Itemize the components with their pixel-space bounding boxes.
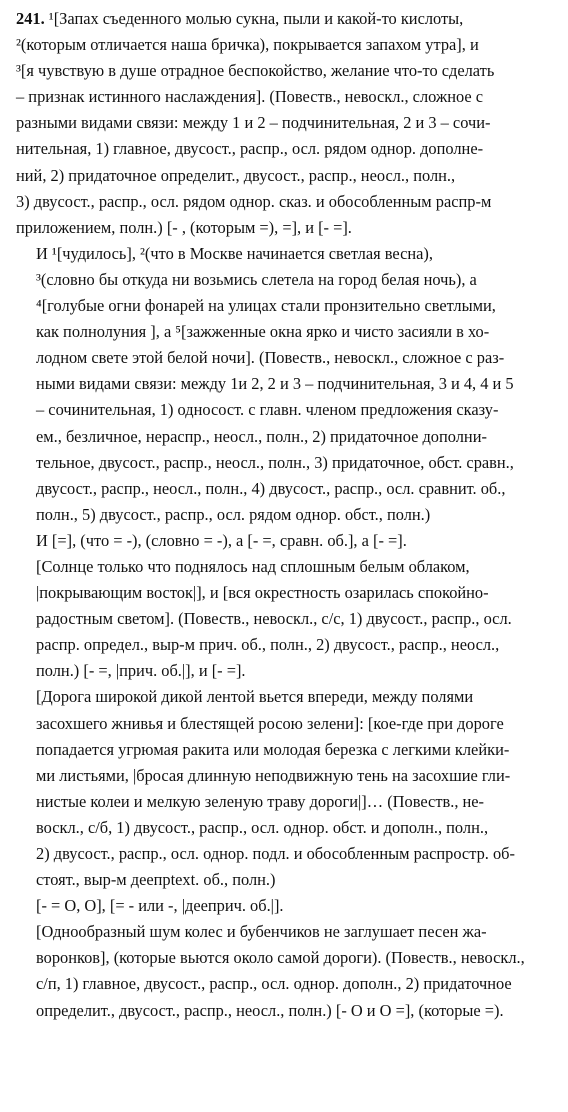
text-line: тельное, двусост., распр., неосл., полн., 3) придаточное, обст. сравн., bbox=[36, 452, 514, 472]
paragraph-5 bbox=[6, 919, 562, 1023]
text-line: И ¹[чудилось], ²(что в Москве начинается светлая весна), bbox=[36, 243, 433, 263]
text-line: полн., 5) двусост., распр., осл. рядом однор. обст., полн.) bbox=[36, 504, 431, 524]
text-line: И [=], (что = -), (словно = -), а [- =, сравн. об.], а [- =]. bbox=[36, 530, 407, 550]
text-line: полн.) [- =, |прич. об.|], и [- =]. bbox=[36, 661, 246, 681]
text-line: распр. определ., выр-м прич. об., полн., 2) двусост., распр., неосл., bbox=[36, 635, 500, 655]
text-line: ²(которым отличается наша бричка), покрывается запахом утра], и bbox=[16, 35, 479, 55]
text-line: ³(словно бы откуда ни возьмись слетела на город белая ночь), а bbox=[36, 269, 477, 289]
paragraph-3 bbox=[6, 554, 562, 684]
text-line: стоят., выр-м деепрtext. об., полн.) bbox=[36, 870, 276, 890]
text-line: нительная, 1) главное, двусост., распр., осл. рядом однор. дополне- bbox=[16, 139, 484, 159]
text-line: [Солнце только что поднялось над сплошным белым облаком, bbox=[36, 556, 470, 576]
text-line: ными видами связи: между 1и 2, 2 и 3 – подчинительная, 3 и 4, 4 и 5 bbox=[36, 374, 514, 394]
text-line: воронков], (которые вьются около самой дороги). (Повеств., невоскл., bbox=[36, 948, 525, 968]
text-line: определит., двусост., распр., неосл., полн.) [- О и О =], (которые =). bbox=[36, 1000, 504, 1020]
exercise-text bbox=[6, 6, 562, 1024]
text-line: [- = О, О], [= - или -, |дееприч. об.|]. bbox=[36, 896, 284, 916]
text-line: ³[я чувствую в душе отрадное беспокойство, желание что-то сделать bbox=[16, 61, 495, 81]
text-line: ем., безличное, нераспр., неосл., полн., 2) придаточное дополни- bbox=[36, 426, 487, 446]
text-line: радостным светом]. (Повеств., невоскл., с/с, 1) двусост., распр., осл. bbox=[36, 609, 512, 629]
text-line: ¹[Запах съеденного молью сукна, пыли и какой-то кислоты, bbox=[48, 9, 464, 28]
text-line: [Однообразный шум колес и бубенчиков не заглушает песен жа- bbox=[36, 922, 487, 942]
text-line: 2) двусост., распр., осл. однор. подл. и обособленным распростр. об- bbox=[36, 844, 515, 863]
paragraph-1 bbox=[6, 6, 562, 241]
scheme-1 bbox=[6, 528, 562, 554]
text-line: попадается угрюмая ракита или молодая березка с легкими клейки- bbox=[36, 739, 510, 759]
text-line: [Дорога широкой дикой лентой вьется впереди, между полями bbox=[36, 687, 474, 707]
exercise-number: 241. bbox=[16, 9, 45, 28]
text-line: 3) двусост., распр., осл. рядом однор. сказ. и обособленным распр-м bbox=[16, 191, 492, 211]
text-line: с/п, 1) главное, двусост., распр., осл. однор. дополн., 2) придаточное bbox=[36, 974, 512, 994]
scheme-2 bbox=[6, 893, 562, 919]
paragraph-4 bbox=[6, 684, 562, 893]
text-line: засохшего жнивья и блестящей росою зелени]: [кое-где при дороге bbox=[36, 713, 504, 733]
text-line: ний, 2) придаточное определит., двусост., распр., неосл., полн., bbox=[16, 165, 456, 185]
text-line: ми листьями, |бросая длинную неподвижную тень на засохшие гли- bbox=[36, 765, 511, 785]
paragraph-2 bbox=[6, 241, 562, 528]
text-line: нистые колеи и мелкую зеленую траву дороги|]… (Повеств., не- bbox=[36, 791, 485, 811]
text-line: – признак истинного наслаждения]. (Повеств., невоскл., сложное с bbox=[16, 87, 484, 107]
text-line: |покрывающим восток|], и [вся окрестность озарилась спокойно- bbox=[36, 583, 489, 603]
text-line: воскл., с/б, 1) двусост., распр., осл. однор. обст. и дополн., полн., bbox=[36, 817, 489, 837]
text-line: лодном свете этой белой ночи]. (Повеств., невоскл., сложное с раз- bbox=[36, 348, 505, 368]
text-line: двусост., распр., неосл., полн., 4) двусост., распр., осл. сравнит. об., bbox=[36, 478, 506, 498]
text-line: приложением, полн.) [- , (которым =), =], и [- =]. bbox=[16, 217, 352, 237]
text-line: – сочинительная, 1) односост. с главн. членом предложения сказу- bbox=[36, 400, 499, 420]
text-line: разными видами связи: между 1 и 2 – подчинительная, 2 и 3 – сочи- bbox=[16, 113, 491, 133]
text-line: как полнолуния ], а ⁵[зажженные окна ярко и чисто засияли в хо- bbox=[36, 322, 490, 342]
text-line: ⁴[голубые огни фонарей на улицах стали пронзительно светлыми, bbox=[36, 296, 496, 316]
